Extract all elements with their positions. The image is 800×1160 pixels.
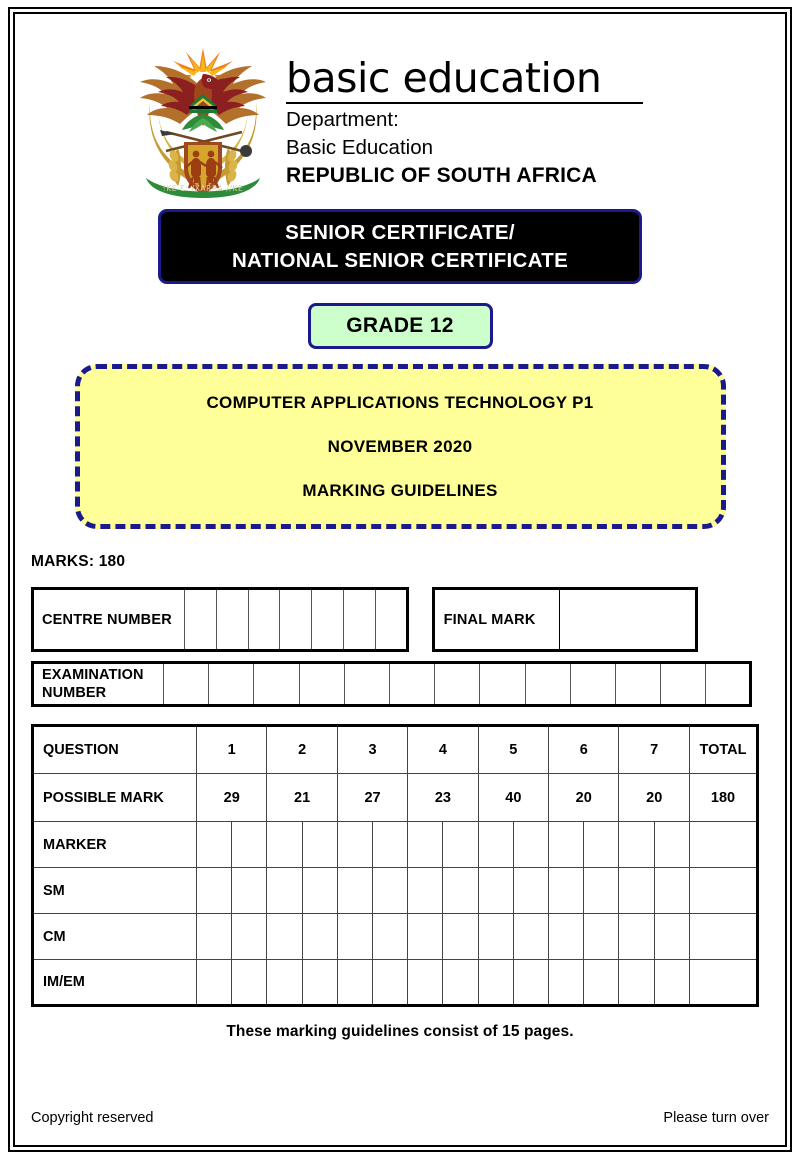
marker-cell[interactable]: [408, 822, 443, 868]
examination-number-cell[interactable]: [389, 663, 434, 706]
marker-cell[interactable]: [654, 822, 689, 868]
country-name: REPUBLIC OF SOUTH AFRICA: [286, 164, 597, 188]
imem-cell[interactable]: [478, 960, 513, 1006]
document-type: MARKING GUIDELINES: [302, 480, 498, 500]
question-header-4: 4: [408, 726, 478, 774]
examination-number-label-line2: NUMBER: [42, 685, 107, 701]
examination-number-label: [33, 663, 164, 706]
row-label-possible-mark: POSSIBLE MARK: [33, 774, 197, 822]
sm-cell[interactable]: [478, 868, 513, 914]
sm-cell[interactable]: [513, 868, 548, 914]
certificate-line-1: SENIOR CERTIFICATE/: [285, 221, 515, 245]
row-label-question: QUESTION: [33, 726, 197, 774]
row-label-marker: MARKER: [33, 822, 197, 868]
cm-cell[interactable]: [197, 914, 232, 960]
sm-cell[interactable]: [443, 868, 478, 914]
cm-cell[interactable]: [232, 914, 267, 960]
imem-cell[interactable]: [337, 960, 372, 1006]
centre-number-table: [31, 587, 409, 652]
examination-number-cell[interactable]: [435, 663, 480, 706]
cm-cell[interactable]: [584, 914, 619, 960]
sm-cell[interactable]: [408, 868, 443, 914]
marker-cell[interactable]: [549, 822, 584, 868]
page-count-note: These marking guidelines consist of 15 pages.: [226, 1023, 574, 1040]
centre-number-cell[interactable]: [312, 589, 344, 651]
examination-number-cell[interactable]: [164, 663, 209, 706]
examination-number-cell[interactable]: [344, 663, 389, 706]
imem-cell[interactable]: [513, 960, 548, 1006]
imem-cell[interactable]: [584, 960, 619, 1006]
question-header-1: 1: [197, 726, 267, 774]
table-row-cm: [33, 914, 758, 960]
question-header-7: 7: [619, 726, 690, 774]
centre-and-final-mark-row: [31, 587, 783, 652]
examination-number-cell[interactable]: [570, 663, 615, 706]
cm-cell[interactable]: [337, 914, 372, 960]
row-label-cm: CM: [33, 914, 197, 960]
table-row-question-header: [33, 726, 758, 774]
imem-total-cell[interactable]: [690, 960, 758, 1006]
centre-number-cell[interactable]: [343, 589, 375, 651]
cm-cell[interactable]: [549, 914, 584, 960]
cm-cell[interactable]: [654, 914, 689, 960]
question-header-5: 5: [478, 726, 548, 774]
possible-mark-4: 23: [408, 774, 478, 822]
total-header: TOTAL: [690, 726, 758, 774]
sm-total-cell[interactable]: [690, 868, 758, 914]
sm-cell[interactable]: [549, 868, 584, 914]
examination-number-cell[interactable]: [480, 663, 525, 706]
cm-cell[interactable]: [408, 914, 443, 960]
table-row-possible-mark: [33, 774, 758, 822]
document-header: [17, 16, 783, 196]
examination-number-cell[interactable]: [706, 663, 751, 706]
marker-cell[interactable]: [337, 822, 372, 868]
marker-cell[interactable]: [619, 822, 654, 868]
grade-label: GRADE 12: [346, 314, 454, 337]
marker-cell[interactable]: [302, 822, 337, 868]
svg-text:!KE E: /XARRA //KE: !KE E: /XARRA //KE: [162, 184, 244, 193]
table-row-sm: [33, 868, 758, 914]
marker-cell[interactable]: [513, 822, 548, 868]
marker-cell[interactable]: [478, 822, 513, 868]
imem-cell[interactable]: [197, 960, 232, 1006]
brand-name: basic education: [286, 54, 602, 102]
centre-number-cell[interactable]: [185, 589, 217, 651]
cm-cell[interactable]: [619, 914, 654, 960]
examination-number-cell[interactable]: [615, 663, 660, 706]
examination-number-label-line1: EXAMINATION: [42, 666, 144, 683]
possible-mark-5: 40: [478, 774, 548, 822]
imem-cell[interactable]: [232, 960, 267, 1006]
possible-mark-2: 21: [267, 774, 337, 822]
cm-cell[interactable]: [267, 914, 302, 960]
final-mark-value-cell[interactable]: [559, 589, 696, 651]
subject-title: COMPUTER APPLICATIONS TECHNOLOGY P1: [206, 392, 594, 412]
centre-number-cell[interactable]: [248, 589, 280, 651]
certificate-line-2: NATIONAL SENIOR CERTIFICATE: [231, 248, 569, 272]
imem-cell[interactable]: [619, 960, 654, 1006]
certificate-banner: [158, 209, 642, 284]
sm-cell[interactable]: [584, 868, 619, 914]
possible-mark-1: 29: [197, 774, 267, 822]
table-row-imem: [33, 960, 758, 1006]
cm-cell[interactable]: [302, 914, 337, 960]
question-header-3: 3: [337, 726, 407, 774]
centre-number-cell[interactable]: [375, 589, 407, 651]
imem-cell[interactable]: [373, 960, 408, 1006]
centre-number-label: CENTRE NUMBER: [33, 589, 185, 651]
examination-number-cell[interactable]: [254, 663, 299, 706]
page-footer: [31, 1110, 769, 1126]
final-mark-table: [432, 587, 698, 652]
final-mark-label: FINAL MARK: [433, 589, 559, 651]
department-label: Department:: [286, 108, 399, 131]
marker-total-cell[interactable]: [690, 822, 758, 868]
sm-cell[interactable]: [302, 868, 337, 914]
imem-cell[interactable]: [408, 960, 443, 1006]
marker-cell[interactable]: [267, 822, 302, 868]
possible-mark-7: 20: [619, 774, 690, 822]
centre-number-cell[interactable]: [280, 589, 312, 651]
total-marks-label: MARKS: 180: [31, 553, 126, 570]
imem-cell[interactable]: [302, 960, 337, 1006]
turn-over-notice: Please turn over: [663, 1110, 769, 1126]
examination-number-cell[interactable]: [299, 663, 344, 706]
examination-number-table: [31, 661, 752, 707]
marker-cell[interactable]: [584, 822, 619, 868]
coat-of-arms-icon: [130, 30, 276, 198]
sm-cell[interactable]: [337, 868, 372, 914]
page-content: [17, 16, 783, 1144]
imem-cell[interactable]: [267, 960, 302, 1006]
table-row-marker: [33, 822, 758, 868]
row-label-imem: IM/EM: [33, 960, 197, 1006]
department-wordmark: [286, 54, 643, 189]
cm-cell[interactable]: [373, 914, 408, 960]
possible-mark-3: 27: [337, 774, 407, 822]
centre-number-cell[interactable]: [216, 589, 248, 651]
marker-cell[interactable]: [373, 822, 408, 868]
question-header-6: 6: [549, 726, 619, 774]
department-name: Basic Education: [286, 136, 434, 160]
grade-box: [308, 303, 493, 349]
examination-number-cell[interactable]: [209, 663, 254, 706]
sm-cell[interactable]: [232, 868, 267, 914]
sm-cell[interactable]: [619, 868, 654, 914]
question-header-2: 2: [267, 726, 337, 774]
subject-box: [75, 364, 726, 529]
exam-session: NOVEMBER 2020: [327, 436, 473, 456]
imem-cell[interactable]: [654, 960, 689, 1006]
examination-number-cell[interactable]: [661, 663, 706, 706]
cm-cell[interactable]: [513, 914, 548, 960]
sm-cell[interactable]: [267, 868, 302, 914]
cm-cell[interactable]: [443, 914, 478, 960]
marker-cell[interactable]: [197, 822, 232, 868]
examination-number-cell[interactable]: [525, 663, 570, 706]
sm-cell[interactable]: [654, 868, 689, 914]
imem-cell[interactable]: [549, 960, 584, 1006]
row-label-sm: SM: [33, 868, 197, 914]
copyright-notice: Copyright reserved: [31, 1110, 154, 1126]
imem-cell[interactable]: [443, 960, 478, 1006]
possible-mark-total: 180: [690, 774, 758, 822]
marker-cell[interactable]: [443, 822, 478, 868]
brand-underline: [286, 102, 643, 104]
cm-cell[interactable]: [478, 914, 513, 960]
cm-total-cell[interactable]: [690, 914, 758, 960]
sm-cell[interactable]: [197, 868, 232, 914]
sm-cell[interactable]: [373, 868, 408, 914]
possible-mark-6: 20: [549, 774, 619, 822]
marks-grid-table: [31, 724, 759, 1007]
marker-cell[interactable]: [232, 822, 267, 868]
